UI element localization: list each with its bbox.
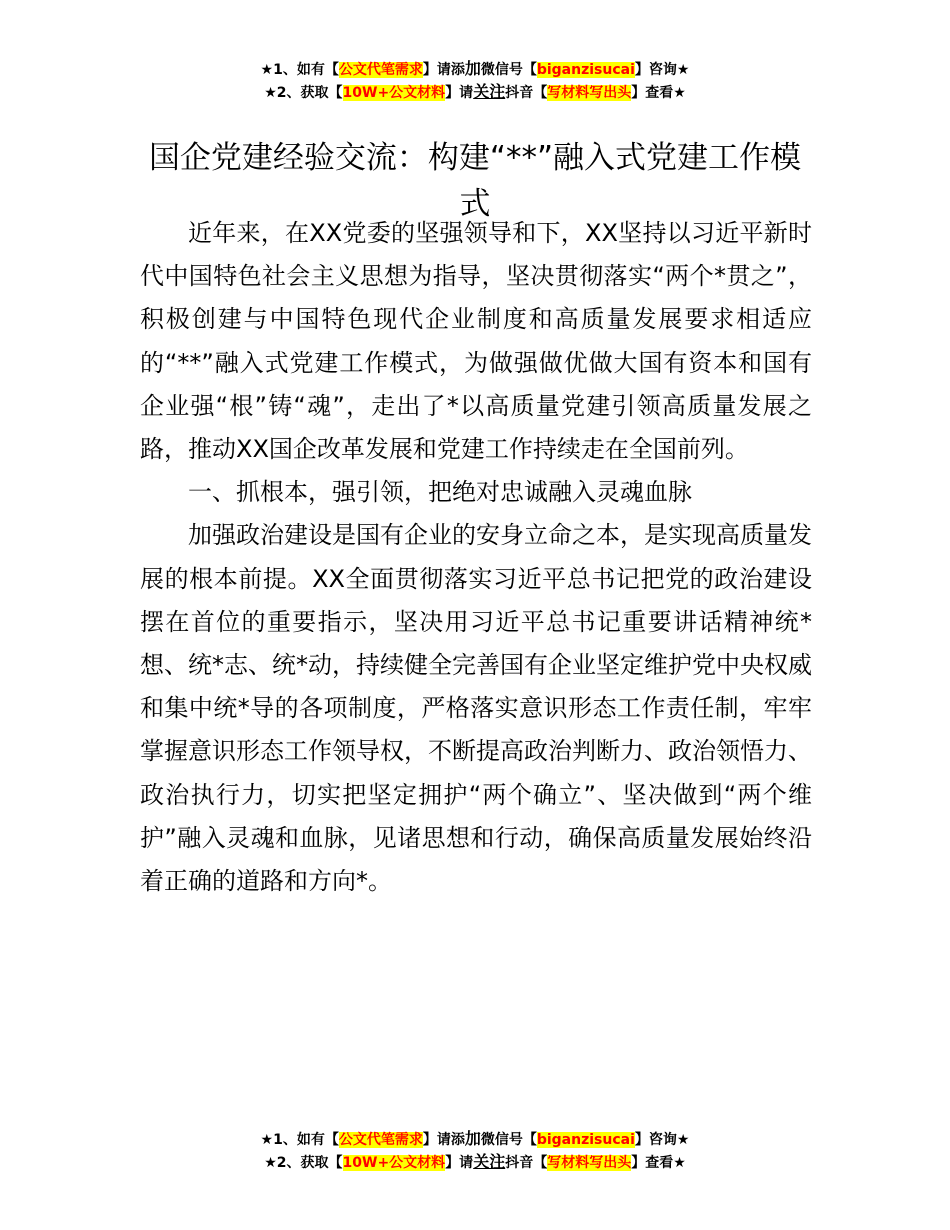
section-heading-1: 一、抓根本，强引领，把绝对忠诚融入灵魂血脉 [188, 478, 692, 507]
footer-highlight-wechat-id: biganzisucai [536, 1132, 635, 1148]
banner-highlight-materials: 10W+公文材料 [342, 85, 446, 101]
footer-highlight-ghostwriting: 公文代笔需求 [338, 1132, 423, 1148]
banner-highlight-ghostwriting: 公文代笔需求 [338, 62, 423, 78]
banner-line-1-mid2: 微信号【 [480, 62, 537, 78]
banner-line-1-mid1: 】请添 [422, 62, 465, 78]
document-title: 国企党建经验交流：构建“**”融入式党建工作模式 [148, 139, 802, 222]
footer-banner [0, 1128, 950, 1174]
paragraph-section-1: 加强政治建设是国有企业的安身立命之本，是实现高质量发展的根本前提。XX全面贯彻落实习近平总书记把党的政治建设摆在首位的重要指示，坚决用习近平总书记重要讲话精神统*想、统*志、统*动，持续健全完善国有企业坚定维护党中央权威和集中统*导的各项制度，严格落实意识形态工作责任制，牢牢掌握意识形态工作领导权，不断提高政治判断力、政治领悟力、政治执行力，切实把坚定拥护“两个确立”、坚决做到“两个维护”融入灵魂和血脉，见诸思想和行动，确保高质量发展始终沿着正确的道路和方向*。 [140, 521, 812, 896]
paragraph-intro: 近年来，在XX党委的坚强领导和下，XX坚持以习近平新时代中国特色社会主义思想为指导，坚决贯彻落实“两个*贯之”，积极创建与中国特色现代企业制度和高质量发展要求相适应的“**”融入式党建工作模式，为做强做优做大国有资本和国有企业强“根”铸“魂”，走出了*以高质量党建引领高质量发展之路，推动XX国企改革发展和党建工作持续走在全国前列。 [140, 219, 812, 464]
footer-line-2-mid1: 】请 [445, 1155, 474, 1171]
banner-line-2-mid2: 抖音【 [505, 85, 548, 101]
banner-highlight-wechat-id: biganzisucai [536, 62, 635, 78]
footer-line-2-mid2: 抖音【 [505, 1155, 548, 1171]
banner-line-2-suffix: 】查看★ [631, 85, 686, 101]
banner-line-2-mid1: 】请 [445, 85, 474, 101]
footer-line-1-emph: 加 [464, 1129, 481, 1148]
footer-highlight-douyin: 写材料写出头 [547, 1155, 632, 1171]
footer-line-1-mid1: 】请添 [422, 1132, 465, 1148]
footer-highlight-materials: 10W+公文材料 [342, 1155, 446, 1171]
footer-line-2 [0, 1151, 950, 1174]
footer-line-2-suffix: 】查看★ [631, 1155, 686, 1171]
footer-line-2-emph: 关注 [473, 1152, 506, 1171]
footer-line-1 [0, 1128, 950, 1151]
banner-line-2-prefix: ★2、获取【 [264, 85, 343, 101]
footer-line-1-mid2: 微信号【 [480, 1132, 537, 1148]
document-body [140, 212, 812, 903]
banner-line-1 [0, 58, 950, 81]
header-banner [0, 58, 950, 104]
footer-line-1-suffix: 】咨询★ [634, 1132, 690, 1148]
banner-line-2 [0, 81, 950, 104]
banner-line-2-emph: 关注 [473, 82, 506, 101]
banner-highlight-douyin: 写材料写出头 [547, 85, 632, 101]
banner-line-1-suffix: 】咨询★ [634, 62, 690, 78]
footer-line-1-prefix: ★1、如有【 [260, 1132, 339, 1148]
banner-line-1-prefix: ★1、如有【 [260, 62, 339, 78]
footer-line-2-prefix: ★2、获取【 [264, 1155, 343, 1171]
banner-line-1-emph: 加 [464, 59, 481, 78]
